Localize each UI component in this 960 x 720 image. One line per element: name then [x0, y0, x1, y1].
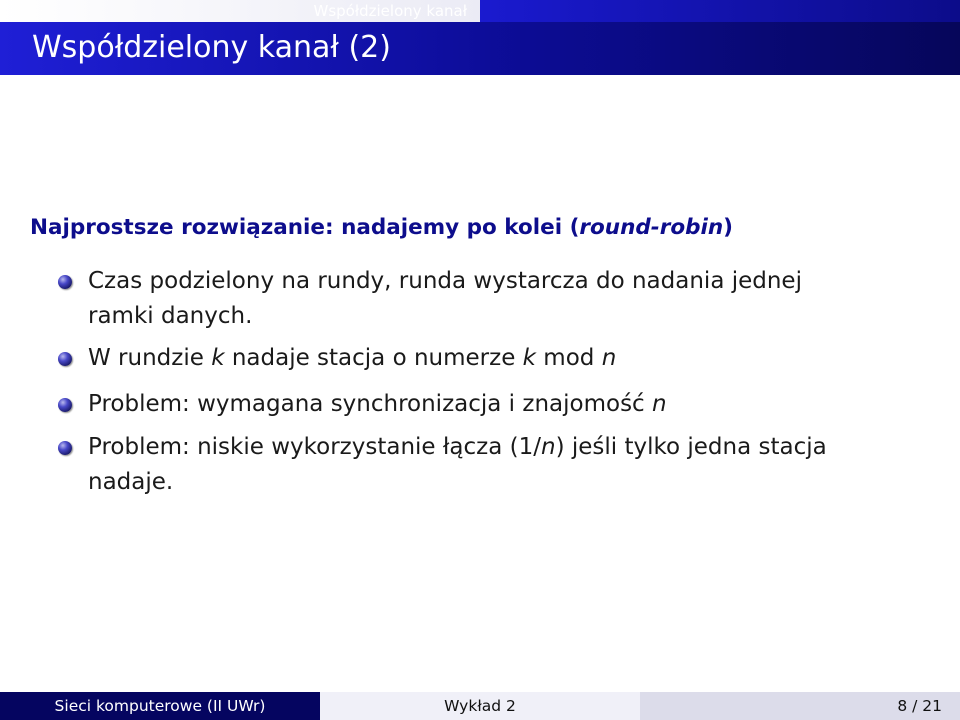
math-variable: n	[540, 434, 556, 460]
list-item-text: Problem: wymagana synchronizacja i znajomość	[88, 391, 653, 417]
footer-bar	[0, 692, 960, 720]
list-item-text: mod	[536, 345, 602, 371]
math-variable: k	[211, 345, 225, 371]
bullet-icon	[58, 398, 72, 412]
list-item	[88, 264, 938, 334]
list-item	[88, 341, 938, 376]
math-variable: n	[652, 391, 667, 417]
frame-title: Współdzielony kanał (2)	[32, 30, 391, 65]
bullet-icon	[58, 275, 72, 289]
list-item	[88, 430, 938, 500]
bullet-icon	[58, 441, 72, 455]
headline-section-title[interactable]: Współdzielony kanał	[313, 2, 467, 20]
list-item-text: Problem: niskie wykorzystanie łącza (1/	[88, 434, 541, 460]
list-item-line: nadaje.	[88, 469, 174, 495]
list-item	[88, 387, 938, 422]
block-title-end: )	[723, 215, 733, 240]
list-item-text: ) jeśli tylko jedna stacja	[555, 434, 827, 460]
math-variable: k	[522, 345, 536, 371]
list-item-text: nadaje stacja o numerze	[224, 345, 523, 371]
footer-author[interactable]: Sieci komputerowe (II UWr)	[0, 692, 320, 720]
footer-page-number: 8 / 21	[640, 692, 960, 720]
bullet-icon	[58, 352, 72, 366]
footer-title[interactable]: Wykład 2	[320, 692, 640, 720]
math-variable: n	[601, 345, 617, 371]
block-title-start: Najprostsze rozwiązanie: nadajemy po kolei (	[30, 215, 580, 240]
block-title-emphasis: round-robin	[579, 215, 724, 240]
list-item-line	[88, 430, 938, 465]
list-item-line: Czas podzielony na rundy, runda wystarcza do nadania jednej	[88, 268, 802, 294]
list-item-text: W rundzie	[88, 345, 212, 371]
list-item-line: ramki danych.	[88, 303, 253, 329]
